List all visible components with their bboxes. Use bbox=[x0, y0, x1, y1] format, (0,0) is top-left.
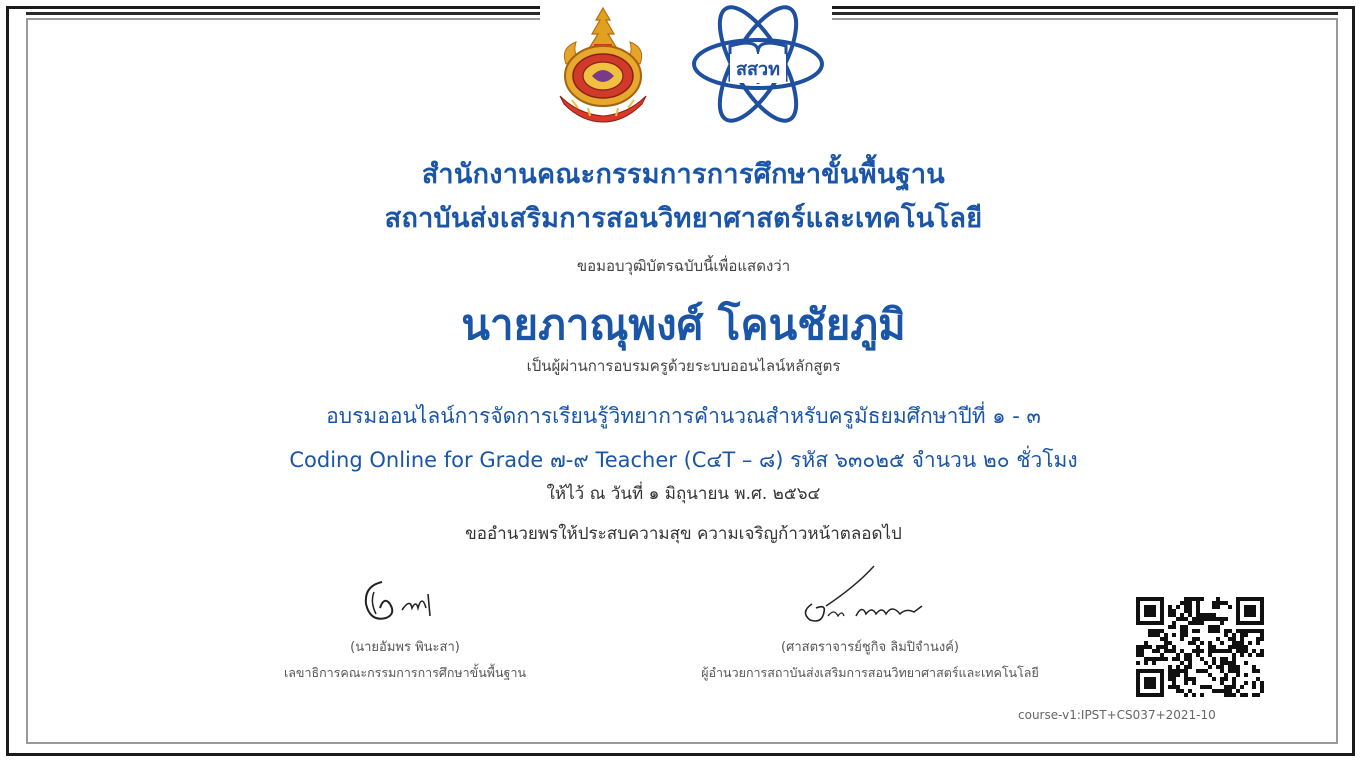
obec-emblem-icon bbox=[548, 4, 658, 126]
passed-text: เป็นผู้ผ่านการอบรมครูด้วยระบบออนไลน์หลักสูตร bbox=[526, 357, 841, 375]
signature-1 bbox=[230, 636, 580, 683]
org-title-line-2: สถาบันส่งเสริมการสอนวิทยาศาสตร์และเทคโนโลยี bbox=[384, 203, 983, 234]
signature-2-position: ผู้อำนวยการสถาบันส่งเสริมการสอนวิทยาศาสตร์และเทคโนโลยี bbox=[701, 665, 1039, 680]
signature-2-name: (ศาสตราจารย์ชูกิจ ลิมปิจำนงค์) bbox=[781, 640, 959, 655]
course-title-th: อบรมออนไลน์การจัดการเรียนรู้วิทยาการคำนวณสำหรับครูมัธยมศึกษาปีที่ ๑ - ๓ bbox=[326, 404, 1041, 428]
signature-2 bbox=[630, 636, 1110, 683]
top-accent-line-right bbox=[832, 12, 1338, 15]
wish-text: ขออำนวยพรให้ประสบความสุข ความเจริญก้าวหน้าตลอดไป bbox=[465, 524, 902, 544]
recipient-name: นายภาณุพงศ์ โคนชัยภูมิ bbox=[461, 300, 906, 349]
course-title-en: Coding Online for Grade ๗-๙ Teacher (C๔T – ๘) รหัส ๖๓๐๒๕ จำนวน ๒๐ ชั่วโมง bbox=[289, 448, 1078, 472]
certificate-intro: ขอมอบวุฒิบัตรฉบับนี้เพื่อแสดงว่า bbox=[576, 257, 791, 275]
signature-1-position: เลขาธิการคณะกรรมการการศึกษาขั้นพื้นฐาน bbox=[283, 665, 527, 680]
course-code: course-v1:IPST+CS037+2021-10 bbox=[1018, 708, 1216, 722]
issue-date: ให้ไว้ ณ วันที่ ๑ มิถุนายน พ.ศ. ๒๕๖๔ bbox=[546, 484, 821, 504]
ipst-logo-text: สสวท bbox=[730, 54, 786, 83]
signature-2-image bbox=[796, 560, 936, 630]
org-title-line-1: สำนักงานคณะกรรมการการศึกษาขั้นพื้นฐาน bbox=[421, 159, 946, 190]
signature-1-image bbox=[360, 574, 446, 634]
signature-1-name: (นายอัมพร พินะสา) bbox=[350, 640, 460, 655]
top-accent-line-left bbox=[26, 12, 540, 15]
qr-code-icon bbox=[1136, 597, 1264, 697]
ipst-atom-book-icon bbox=[690, 2, 826, 126]
